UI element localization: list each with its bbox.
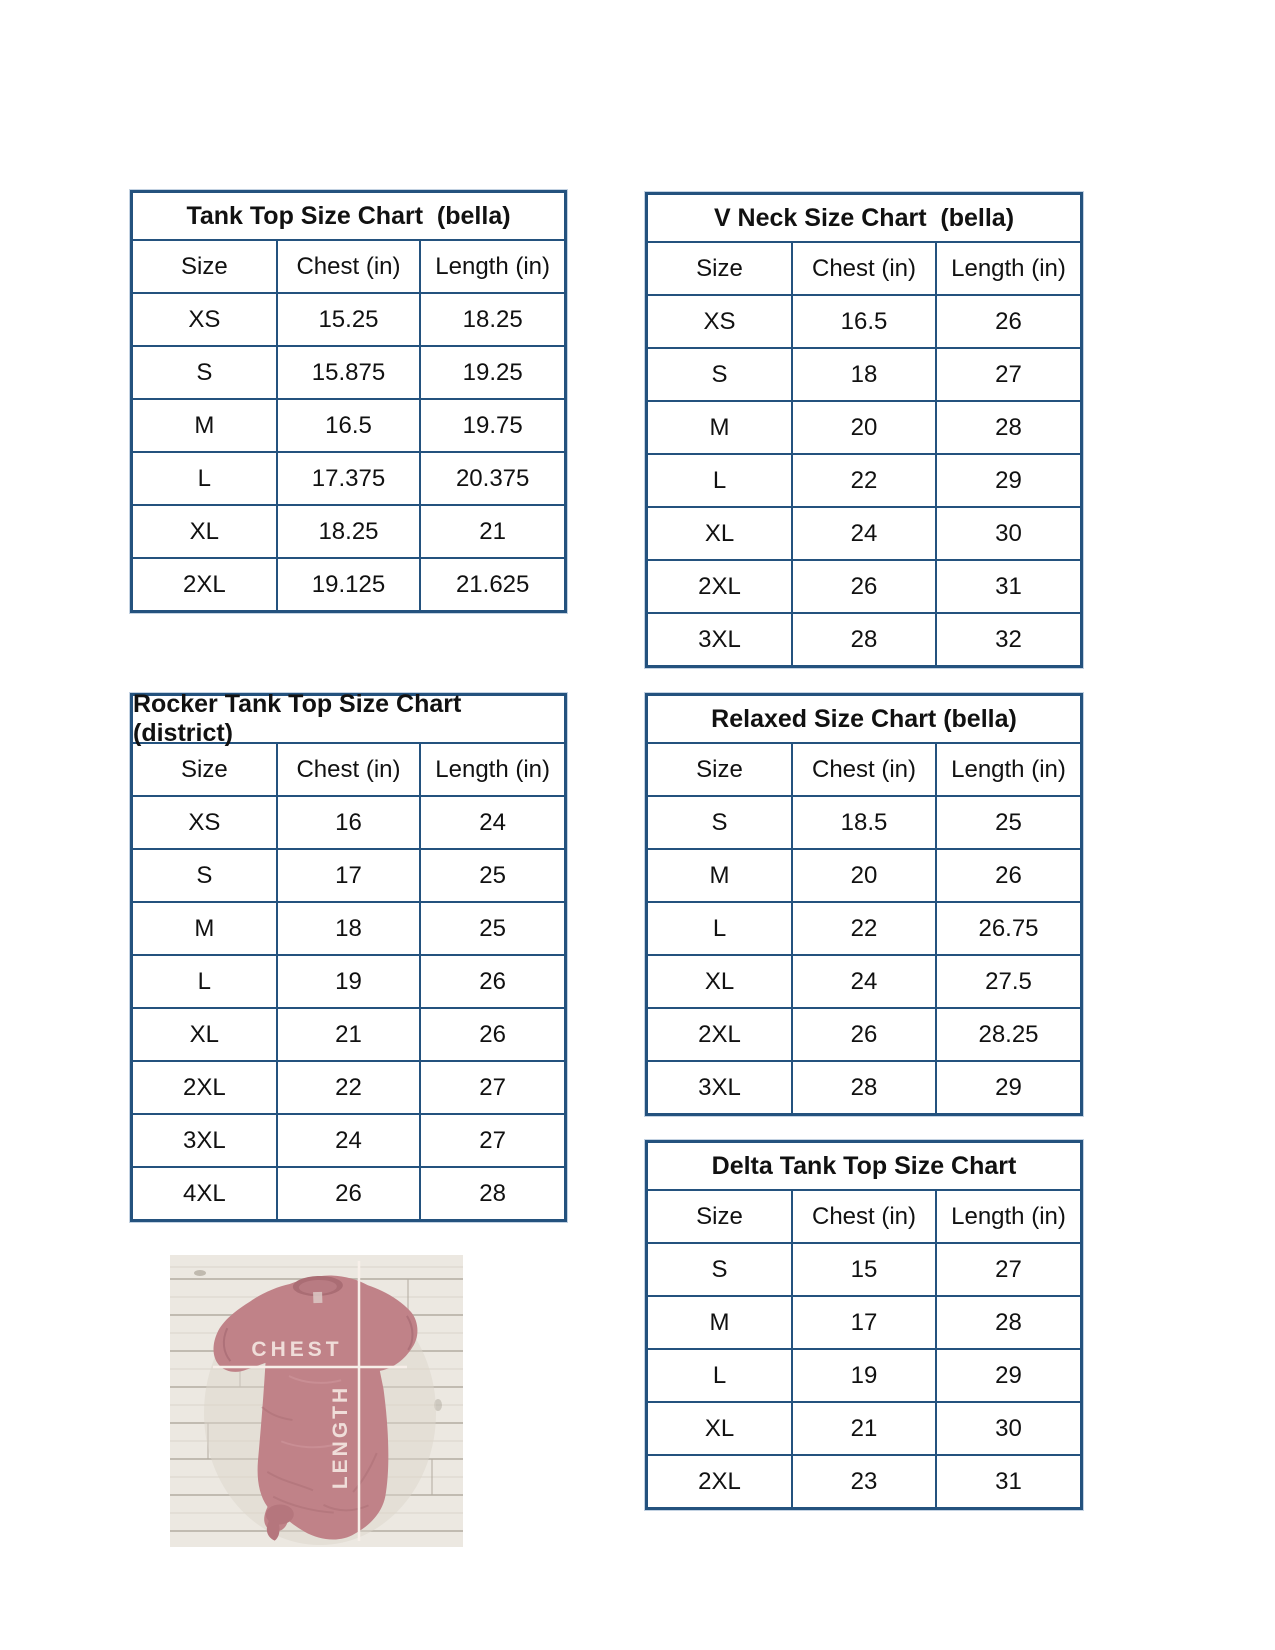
size-cell: 30 <box>936 1402 1080 1455</box>
size-cell: M <box>648 401 792 454</box>
column-header: Chest (in) <box>277 241 421 293</box>
size-row <box>133 452 564 505</box>
size-cell: 17.375 <box>277 452 421 505</box>
size-cell: 28 <box>792 1061 936 1113</box>
size-cell: 21.625 <box>420 558 564 610</box>
column-header: Chest (in) <box>792 243 936 295</box>
size-row <box>648 849 1080 902</box>
size-cell: L <box>648 1349 792 1402</box>
size-cell: 2XL <box>133 1061 277 1114</box>
size-table-v-neck <box>645 192 1083 668</box>
size-cell: S <box>133 346 277 399</box>
column-header: Length (in) <box>936 744 1080 796</box>
table-body <box>648 1243 1080 1507</box>
size-cell: 21 <box>420 505 564 558</box>
size-row <box>133 558 564 610</box>
size-row <box>648 613 1080 665</box>
column-header: Length (in) <box>936 1191 1080 1243</box>
table-title: Relaxed Size Chart (bella) <box>648 696 1080 744</box>
size-cell: XS <box>133 293 277 346</box>
size-cell: 21 <box>277 1008 421 1061</box>
size-cell: 26 <box>420 1008 564 1061</box>
size-row <box>648 454 1080 507</box>
length-label: LENGTH <box>329 1384 352 1490</box>
size-cell: 22 <box>792 902 936 955</box>
size-cell: 18 <box>277 902 421 955</box>
size-cell: L <box>133 452 277 505</box>
column-header: Length (in) <box>420 744 564 796</box>
size-cell: XL <box>648 507 792 560</box>
header-row <box>648 243 1080 295</box>
size-cell: M <box>648 849 792 902</box>
size-cell: 30 <box>936 507 1080 560</box>
size-cell: 2XL <box>648 1008 792 1061</box>
size-cell: L <box>133 955 277 1008</box>
column-header: Size <box>648 744 792 796</box>
table-body <box>133 796 564 1219</box>
size-table-grid <box>648 744 1080 1113</box>
size-cell: 26 <box>792 1008 936 1061</box>
size-cell: 4XL <box>133 1167 277 1219</box>
tshirt-photo-graphic <box>170 1255 463 1547</box>
size-cell: 25 <box>420 902 564 955</box>
header-row <box>648 1191 1080 1243</box>
size-cell: 27 <box>936 348 1080 401</box>
table-header <box>133 241 564 293</box>
size-cell: M <box>133 902 277 955</box>
size-cell: 28.25 <box>936 1008 1080 1061</box>
size-cell: 18.5 <box>792 796 936 849</box>
size-cell: 27 <box>420 1114 564 1167</box>
size-table-delta-tank <box>645 1140 1083 1510</box>
column-header: Size <box>133 241 277 293</box>
size-row <box>648 295 1080 348</box>
size-cell: XL <box>133 505 277 558</box>
size-cell: 16 <box>277 796 421 849</box>
size-cell: 31 <box>936 1455 1080 1507</box>
size-cell: 22 <box>277 1061 421 1114</box>
size-row <box>648 1008 1080 1061</box>
size-row <box>648 507 1080 560</box>
size-cell: 16.5 <box>277 399 421 452</box>
size-table-tank-top <box>130 190 567 613</box>
size-row <box>133 1167 564 1219</box>
table-body <box>648 295 1080 665</box>
size-cell: 26 <box>936 295 1080 348</box>
size-table-rocker-tank <box>130 690 567 1222</box>
size-cell: 15 <box>792 1243 936 1296</box>
size-cell: L <box>648 454 792 507</box>
size-cell: 2XL <box>648 1455 792 1507</box>
size-cell: XL <box>648 1402 792 1455</box>
header-row <box>133 744 564 796</box>
column-header: Size <box>133 744 277 796</box>
size-row <box>648 1296 1080 1349</box>
size-cell: XL <box>133 1008 277 1061</box>
size-cell: 26 <box>420 955 564 1008</box>
size-table-grid <box>133 241 564 610</box>
table-header <box>648 243 1080 295</box>
wood-knot <box>194 1270 206 1276</box>
table-title: Rocker Tank Top Size Chart (district) <box>133 696 564 744</box>
size-cell: 15.875 <box>277 346 421 399</box>
size-cell: 19.75 <box>420 399 564 452</box>
size-row <box>133 796 564 849</box>
size-cell: 27 <box>936 1243 1080 1296</box>
size-cell: 3XL <box>133 1114 277 1167</box>
size-row <box>648 1402 1080 1455</box>
size-cell: 24 <box>420 796 564 849</box>
size-cell: 24 <box>277 1114 421 1167</box>
size-table-grid <box>648 243 1080 665</box>
size-cell: 29 <box>936 1349 1080 1402</box>
table-header <box>648 744 1080 796</box>
size-cell: M <box>133 399 277 452</box>
tshirt-measurement-photo <box>170 1255 463 1547</box>
size-cell: 32 <box>936 613 1080 665</box>
size-cell: 17 <box>277 849 421 902</box>
size-cell: 28 <box>420 1167 564 1219</box>
size-row <box>648 902 1080 955</box>
size-row <box>648 1349 1080 1402</box>
size-row <box>648 401 1080 454</box>
header-row <box>133 241 564 293</box>
size-cell: 20 <box>792 849 936 902</box>
size-row <box>133 849 564 902</box>
size-cell: 25 <box>936 796 1080 849</box>
size-cell: 23 <box>792 1455 936 1507</box>
size-cell: 26 <box>936 849 1080 902</box>
size-cell: 27.5 <box>936 955 1080 1008</box>
table-body <box>133 293 564 610</box>
header-row <box>648 744 1080 796</box>
size-cell: 2XL <box>648 560 792 613</box>
size-cell: 22 <box>792 454 936 507</box>
size-cell: 28 <box>792 613 936 665</box>
chest-label: CHEST <box>251 1338 343 1361</box>
size-cell: 28 <box>936 1296 1080 1349</box>
size-row <box>133 505 564 558</box>
table-header <box>648 1191 1080 1243</box>
size-row <box>133 346 564 399</box>
size-cell: 24 <box>792 507 936 560</box>
size-cell: XS <box>133 796 277 849</box>
size-cell: 21 <box>792 1402 936 1455</box>
size-cell: S <box>133 849 277 902</box>
size-cell: M <box>648 1296 792 1349</box>
size-cell: L <box>648 902 792 955</box>
size-cell: 20 <box>792 401 936 454</box>
table-title: Delta Tank Top Size Chart <box>648 1143 1080 1191</box>
size-cell: 2XL <box>133 558 277 610</box>
table-header <box>133 744 564 796</box>
size-table-grid <box>648 1191 1080 1507</box>
size-row <box>133 1061 564 1114</box>
size-cell: S <box>648 348 792 401</box>
table-title: V Neck Size Chart (bella) <box>648 195 1080 243</box>
table-body <box>648 796 1080 1113</box>
size-row <box>648 348 1080 401</box>
size-cell: 25 <box>420 849 564 902</box>
size-row <box>648 796 1080 849</box>
size-cell: 26 <box>277 1167 421 1219</box>
size-row <box>133 293 564 346</box>
column-header: Size <box>648 243 792 295</box>
size-cell: 19.25 <box>420 346 564 399</box>
column-header: Chest (in) <box>792 1191 936 1243</box>
size-cell: 20.375 <box>420 452 564 505</box>
size-row <box>133 955 564 1008</box>
size-cell: 28 <box>936 401 1080 454</box>
size-cell: 31 <box>936 560 1080 613</box>
neck-tag <box>313 1292 322 1303</box>
size-cell: 18 <box>792 348 936 401</box>
size-row <box>648 1061 1080 1113</box>
column-header: Chest (in) <box>277 744 421 796</box>
size-cell: S <box>648 1243 792 1296</box>
size-cell: 29 <box>936 454 1080 507</box>
size-row <box>133 399 564 452</box>
column-header: Length (in) <box>936 243 1080 295</box>
size-table-relaxed <box>645 693 1083 1116</box>
table-title: Tank Top Size Chart (bella) <box>133 193 564 241</box>
size-row <box>133 1008 564 1061</box>
size-row <box>133 1114 564 1167</box>
size-cell: 29 <box>936 1061 1080 1113</box>
size-cell: 18.25 <box>420 293 564 346</box>
size-row <box>648 560 1080 613</box>
column-header: Length (in) <box>420 241 564 293</box>
size-cell: 26.75 <box>936 902 1080 955</box>
size-cell: 3XL <box>648 1061 792 1113</box>
size-cell: 15.25 <box>277 293 421 346</box>
size-cell: 17 <box>792 1296 936 1349</box>
column-header: Chest (in) <box>792 744 936 796</box>
size-table-grid <box>133 744 564 1219</box>
size-cell: 3XL <box>648 613 792 665</box>
size-row <box>648 1455 1080 1507</box>
size-row <box>133 902 564 955</box>
size-cell: 26 <box>792 560 936 613</box>
size-cell: XL <box>648 955 792 1008</box>
size-row <box>648 1243 1080 1296</box>
size-cell: 24 <box>792 955 936 1008</box>
size-cell: 16.5 <box>792 295 936 348</box>
size-row <box>648 955 1080 1008</box>
size-cell: 19 <box>792 1349 936 1402</box>
size-cell: 19.125 <box>277 558 421 610</box>
column-header: Size <box>648 1191 792 1243</box>
size-cell: 27 <box>420 1061 564 1114</box>
size-cell: XS <box>648 295 792 348</box>
size-cell: S <box>648 796 792 849</box>
size-cell: 19 <box>277 955 421 1008</box>
size-cell: 18.25 <box>277 505 421 558</box>
